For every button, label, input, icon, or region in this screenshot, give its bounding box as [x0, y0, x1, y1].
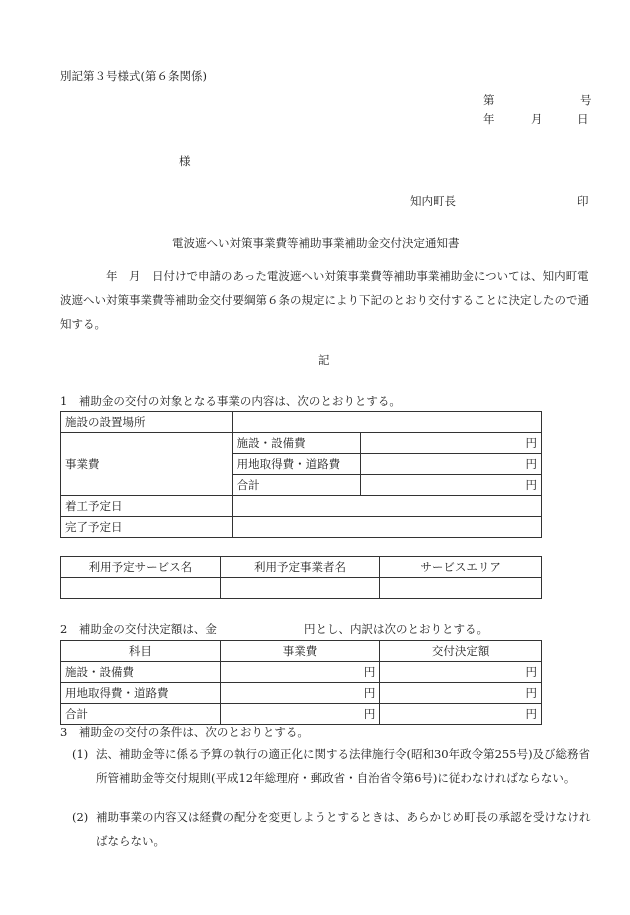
service-name-cell[interactable]: [61, 578, 221, 599]
section2-heading-prefix: 2 補助金の交付決定額は、金: [60, 622, 217, 636]
condition-number: (2): [72, 810, 89, 824]
recipient-suffix: 様: [179, 154, 191, 168]
service-table: [60, 556, 542, 599]
item-label: 施設・設備費: [232, 433, 361, 454]
service-name-header: 利用予定サービス名: [61, 557, 221, 578]
subject-label: 合計: [61, 704, 221, 725]
section3-heading: 3 補助金の交付の条件は、次のとおりとする。: [60, 725, 309, 739]
document-title: 電波遮へい対策事業費等補助事業補助金交付決定通知書: [172, 236, 460, 250]
date-month: 月: [531, 112, 543, 126]
completion-date-label: 完了予定日: [61, 517, 233, 538]
number-dai: 第: [483, 93, 495, 107]
completion-date-value[interactable]: [232, 517, 541, 538]
table-row: [61, 662, 542, 683]
facility-location-label: 施設の設置場所: [61, 412, 233, 433]
item-label: 合計: [232, 475, 361, 496]
date-day: 日: [577, 112, 589, 126]
condition-text: 補助事業の内容又は経費の配分を変更しようとするときは、あらかじめ町長の承認を受けなければならない。: [96, 810, 591, 848]
project-content-table: [60, 411, 542, 538]
subject-label: 施設・設備費: [61, 662, 221, 683]
provider-name-cell[interactable]: [220, 578, 380, 599]
condition-number: (1): [72, 747, 89, 761]
table-row: [61, 578, 542, 599]
table-row: [61, 517, 542, 538]
seal-mark: 印: [577, 194, 589, 208]
service-area-header: サービスエリア: [380, 557, 542, 578]
table-row: [61, 412, 542, 433]
amount-cell[interactable]: 円: [220, 704, 380, 725]
subject-label: 用地取得費・道路費: [61, 683, 221, 704]
amount-cell[interactable]: 円: [380, 662, 542, 683]
amount-cell[interactable]: 円: [220, 662, 380, 683]
table-row: [61, 557, 542, 578]
condition-text: 法、補助金等に係る予算の執行の適正化に関する法律施行令(昭和30年政令第255号)及び総務省所管補助金等交付規則(平成12年総理府・郵政省・自治省令第6号)に従わなければならない。: [96, 747, 591, 785]
condition-item: [72, 805, 596, 853]
table-row: [61, 704, 542, 725]
table-row: [61, 683, 542, 704]
form-label: 別記第３号様式(第６条関係): [60, 69, 207, 83]
date-year: 年: [483, 112, 495, 126]
section1-heading: 1 補助金の交付の対象となる事業の内容は、次のとおりとする。: [60, 394, 401, 408]
number-go: 号: [580, 93, 592, 107]
grant-breakdown-table: [60, 640, 542, 725]
section2-heading-suffix: 円とし、内訳は次のとおりとする。: [304, 622, 488, 636]
ki-mark: 記: [318, 353, 330, 367]
item-label: 用地取得費・道路費: [232, 454, 361, 475]
table-row: [61, 496, 542, 517]
amount-cell[interactable]: 円: [380, 704, 542, 725]
amount-cell[interactable]: 円: [361, 454, 542, 475]
table-row: [61, 433, 542, 454]
service-area-cell[interactable]: [380, 578, 542, 599]
amount-cell[interactable]: 円: [361, 475, 542, 496]
start-date-value[interactable]: [232, 496, 541, 517]
amount-cell[interactable]: 円: [380, 683, 542, 704]
project-cost-label: 事業費: [61, 433, 233, 496]
intro-paragraph: 年 月 日付けで申請のあった電波遮へい対策事業費等補助事業補助金については、知内町電波遮へい対策事業費等補助金交付要綱第６条の規定により下記のとおり交付することに決定したので通知する。: [60, 269, 589, 331]
table-row: [61, 641, 542, 662]
subject-header: 科目: [61, 641, 221, 662]
amount-cell[interactable]: 円: [220, 683, 380, 704]
grant-amount-header: 交付決定額: [380, 641, 542, 662]
project-cost-header: 事業費: [220, 641, 380, 662]
facility-location-value[interactable]: [232, 412, 541, 433]
issuer: 知内町長: [410, 194, 456, 208]
start-date-label: 着工予定日: [61, 496, 233, 517]
condition-item: [72, 742, 596, 814]
amount-cell[interactable]: 円: [361, 433, 542, 454]
provider-name-header: 利用予定事業者名: [220, 557, 380, 578]
